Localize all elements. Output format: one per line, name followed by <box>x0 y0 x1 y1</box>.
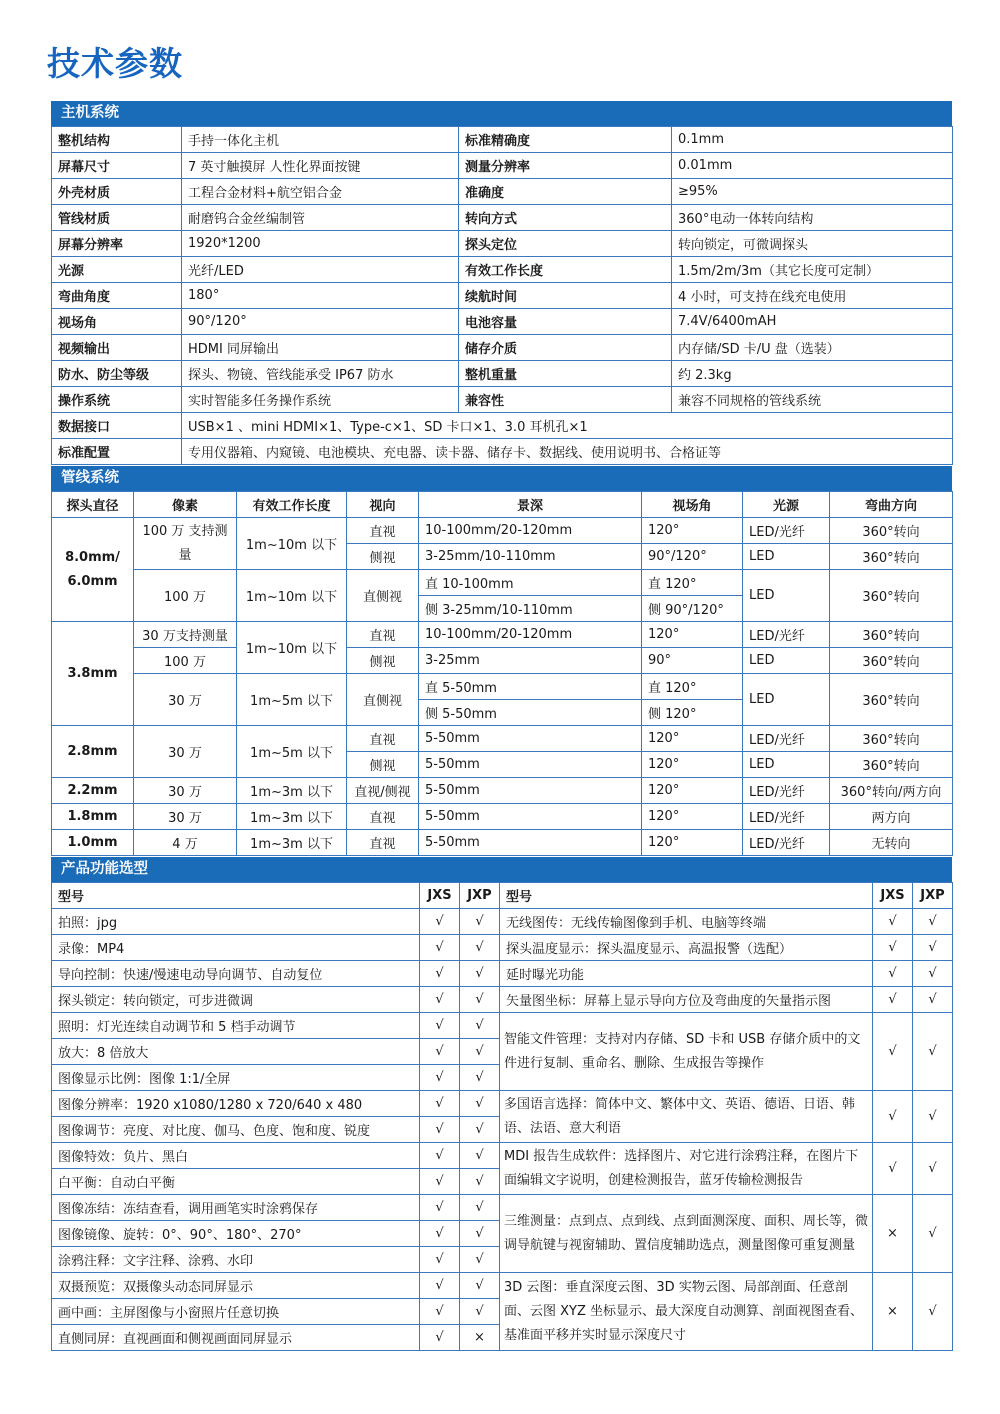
jxs-mark: √ <box>420 1065 460 1091</box>
dof-cell: 5-50mm <box>419 804 642 830</box>
jxs-mark: √ <box>420 961 460 987</box>
col-light: 光源 <box>743 492 830 518</box>
pixel-cell: 30 万 <box>134 674 237 726</box>
jxs-mark: √ <box>420 1013 460 1039</box>
param-label: 视场角 <box>52 309 182 335</box>
jxp-mark: √ <box>460 1065 500 1091</box>
dof-cell: 10-100mm/20-120mm <box>419 518 642 544</box>
feature-name: 图像镜像、旋转：0°、90°、180°、270° <box>52 1221 420 1247</box>
param-label: 屏幕尺寸 <box>52 153 182 179</box>
feature-name: 延时曝光功能 <box>500 961 873 987</box>
pixel-cell: 100 万 <box>134 648 237 674</box>
diameter-cell: 1.8mm <box>52 804 134 830</box>
param-label: 屏幕分辨率 <box>52 231 182 257</box>
feature-name: 白平衡：自动白平衡 <box>52 1169 420 1195</box>
data-interface-value: USB×1 、mini HDMI×1、Type-c×1、SD 卡口×1、3.0 耳机孔×1 <box>182 413 953 439</box>
dof-cell: 5-50mm <box>419 778 642 804</box>
jxs-mark: √ <box>420 1039 460 1065</box>
table-row <box>52 622 953 648</box>
param-label: 转向方式 <box>459 205 672 231</box>
col-fov: 视场角 <box>642 492 743 518</box>
feature-name: 图像分辨率：1920 x1080/1280 x 720/640 x 480 <box>52 1091 420 1117</box>
jxp-mark: √ <box>460 1169 500 1195</box>
table-row <box>52 726 953 752</box>
param-value: 光纤/LED <box>182 257 459 283</box>
col-model: 型号 <box>500 883 873 909</box>
page-title: 技术参数 <box>47 44 183 83</box>
param-value: 180° <box>182 283 459 309</box>
jxp-mark: √ <box>913 1195 953 1273</box>
jxs-mark: √ <box>873 987 913 1013</box>
col-jxs: JXS <box>420 883 460 909</box>
jxs-mark: √ <box>873 1013 913 1091</box>
jxp-mark: √ <box>913 1143 953 1195</box>
dof-cell: 3-25mm <box>419 648 642 674</box>
jxp-mark: √ <box>460 1143 500 1169</box>
light-cell: LED/光纤 <box>743 830 830 856</box>
jxs-mark: √ <box>873 909 913 935</box>
jxp-mark: √ <box>460 1221 500 1247</box>
feature-name: 图像冻结：冻结查看，调用画笔实时涂鸦保存 <box>52 1195 420 1221</box>
standard-config-label: 标准配置 <box>52 439 182 465</box>
table-row <box>52 961 953 987</box>
col-model: 型号 <box>52 883 420 909</box>
table-row <box>52 387 953 413</box>
light-cell: LED/光纤 <box>743 622 830 648</box>
pixel-cell: 30 万 <box>134 778 237 804</box>
jxs-mark: √ <box>420 909 460 935</box>
table-row <box>52 205 953 231</box>
jxs-mark: √ <box>420 1143 460 1169</box>
jxp-mark: √ <box>913 909 953 935</box>
jxs-mark: √ <box>420 1221 460 1247</box>
param-label: 储存介质 <box>459 335 672 361</box>
jxp-mark: √ <box>460 935 500 961</box>
length-cell: 1m~3m 以下 <box>237 804 347 830</box>
light-cell: LED <box>743 648 830 674</box>
param-value: ≥95% <box>672 179 953 205</box>
feature-name: 三维测量：点到点、点到线、点到面测深度、面积、周长等，微调导航键与视窗辅助、置信度辅助选点，测量图像可重复测量 <box>500 1195 873 1273</box>
jxs-mark: √ <box>420 1117 460 1143</box>
diameter-cell: 1.0mm <box>52 830 134 856</box>
feature-name: 智能文件管理：支持对内存储、SD 卡和 USB 存储介质中的文件进行复制、重命名、删除、生成报告等操作 <box>500 1013 873 1091</box>
col-diameter: 探头直径 <box>52 492 134 518</box>
dof-cell: 10-100mm/20-120mm <box>419 622 642 648</box>
view-cell: 直视 <box>347 518 419 544</box>
fov-cell: 直 120° <box>642 570 743 596</box>
functions-heading: 产品功能选型 <box>51 857 952 882</box>
param-value: 探头、物镜、管线能承受 IP67 防水 <box>182 361 459 387</box>
feature-name: 放大：8 倍放大 <box>52 1039 420 1065</box>
param-label: 有效工作长度 <box>459 257 672 283</box>
table-row <box>52 335 953 361</box>
jxp-mark: √ <box>460 1117 500 1143</box>
table-row <box>52 674 953 700</box>
param-label: 整机结构 <box>52 127 182 153</box>
feature-name: 涂鸦注释：文字注释、涂鸦、水印 <box>52 1247 420 1273</box>
fov-cell: 90°/120° <box>642 544 743 570</box>
param-value: HDMI 同屏输出 <box>182 335 459 361</box>
param-label: 续航时间 <box>459 283 672 309</box>
table-row <box>52 361 953 387</box>
feature-name: 无线图传：无线传输图像到手机、电脑等终端 <box>500 909 873 935</box>
fov-cell: 侧 90°/120° <box>642 596 743 622</box>
param-value: 1.5m/2m/3m（其它长度可定制） <box>672 257 953 283</box>
feature-name: 拍照：jpg <box>52 909 420 935</box>
jxp-mark: √ <box>460 961 500 987</box>
light-cell: LED <box>743 674 830 726</box>
dof-cell: 直 5-50mm <box>419 674 642 700</box>
param-label: 电池容量 <box>459 309 672 335</box>
jxs-mark: √ <box>873 961 913 987</box>
table-row <box>52 1273 953 1299</box>
fov-cell: 120° <box>642 830 743 856</box>
diameter-cell: 3.8mm <box>52 622 134 726</box>
dof-cell: 5-50mm <box>419 830 642 856</box>
feature-name: 图像特效：负片、黑白 <box>52 1143 420 1169</box>
table-row <box>52 518 953 544</box>
view-cell: 直视 <box>347 804 419 830</box>
fov-cell: 120° <box>642 518 743 544</box>
pixel-cell: 100 万 <box>134 570 237 622</box>
feature-name: 画中画：主屏图像与小窗照片任意切换 <box>52 1299 420 1325</box>
fov-cell: 120° <box>642 726 743 752</box>
param-value: 转向锁定，可微调探头 <box>672 231 953 257</box>
param-value: 约 2.3kg <box>672 361 953 387</box>
jxs-mark: √ <box>420 1325 460 1351</box>
param-value: 实时智能多任务操作系统 <box>182 387 459 413</box>
feature-name: 图像调节：亮度、对比度、伽马、色度、饱和度、锐度 <box>52 1117 420 1143</box>
dof-cell: 3-25mm/10-110mm <box>419 544 642 570</box>
table-row <box>52 804 953 830</box>
table-row <box>52 439 953 465</box>
diameter-cell: 2.8mm <box>52 726 134 778</box>
feature-name: 探头锁定：转向锁定，可步进微调 <box>52 987 420 1013</box>
bend-cell: 360°转向 <box>830 648 953 674</box>
diameter-cell: 2.2mm <box>52 778 134 804</box>
fov-cell: 120° <box>642 804 743 830</box>
length-cell: 1m~5m 以下 <box>237 674 347 726</box>
col-jxs: JXS <box>873 883 913 909</box>
view-cell: 侧视 <box>347 648 419 674</box>
table-row <box>52 283 953 309</box>
bend-cell: 360°转向 <box>830 544 953 570</box>
data-interface-label: 数据接口 <box>52 413 182 439</box>
jxs-mark: √ <box>420 1091 460 1117</box>
light-cell: LED <box>743 570 830 622</box>
dof-cell: 5-50mm <box>419 752 642 778</box>
col-length: 有效工作长度 <box>237 492 347 518</box>
param-value: 4 小时，可支持在线充电使用 <box>672 283 953 309</box>
dof-cell: 侧 5-50mm <box>419 700 642 726</box>
pixel-cell: 100 万 支持测量 <box>134 518 237 570</box>
view-cell: 侧视 <box>347 752 419 778</box>
param-label: 管线材质 <box>52 205 182 231</box>
param-value: 7.4V/6400mAH <box>672 309 953 335</box>
param-label: 弯曲角度 <box>52 283 182 309</box>
bend-cell: 两方向 <box>830 804 953 830</box>
param-value: 耐磨钨合金丝编制管 <box>182 205 459 231</box>
feature-name: 矢量图坐标：屏幕上显示导向方位及弯曲度的矢量指示图 <box>500 987 873 1013</box>
bend-cell: 360°转向 <box>830 518 953 544</box>
col-view: 视向 <box>347 492 419 518</box>
jxs-mark: √ <box>420 1195 460 1221</box>
param-label: 准确度 <box>459 179 672 205</box>
param-value: 0.01mm <box>672 153 953 179</box>
fov-cell: 120° <box>642 778 743 804</box>
view-cell: 直视/侧视 <box>347 778 419 804</box>
param-label: 视频输出 <box>52 335 182 361</box>
table-row <box>52 179 953 205</box>
fov-cell: 90° <box>642 648 743 674</box>
param-label: 光源 <box>52 257 182 283</box>
table-row <box>52 570 953 596</box>
view-cell: 直视 <box>347 830 419 856</box>
param-label: 兼容性 <box>459 387 672 413</box>
standard-config-value: 专用仪器箱、内窥镜、电池模块、充电器、读卡器、储存卡、数据线、使用说明书、合格证等 <box>182 439 953 465</box>
length-cell: 1m~10m 以下 <box>237 622 347 674</box>
jxs-mark: × <box>873 1195 913 1273</box>
jxp-mark: √ <box>460 987 500 1013</box>
jxp-mark: √ <box>460 909 500 935</box>
jxp-mark: √ <box>460 1247 500 1273</box>
col-jxp: JXP <box>460 883 500 909</box>
jxp-mark: √ <box>460 1091 500 1117</box>
length-cell: 1m~10m 以下 <box>237 518 347 570</box>
fov-cell: 直 120° <box>642 674 743 700</box>
param-label: 标准精确度 <box>459 127 672 153</box>
host-system-table <box>51 126 953 465</box>
length-cell: 1m~10m 以下 <box>237 570 347 622</box>
param-value: 90°/120° <box>182 309 459 335</box>
pixel-cell: 30 万支持测量 <box>134 622 237 648</box>
feature-name: 探头温度显示：探头温度显示、高温报警（选配） <box>500 935 873 961</box>
feature-name: MDI 报告生成软件：选择图片、对它进行涂鸦注释，在图片下面编辑文字说明，创建检测报告，蓝牙传输检测报告 <box>500 1143 873 1195</box>
param-label: 防水、防尘等级 <box>52 361 182 387</box>
jxs-mark: √ <box>420 987 460 1013</box>
table-row <box>52 648 953 674</box>
length-cell: 1m~3m 以下 <box>237 830 347 856</box>
feature-name: 录像：MP4 <box>52 935 420 961</box>
pixel-cell: 4 万 <box>134 830 237 856</box>
feature-name: 双摄预览：双摄像头动态同屏显示 <box>52 1273 420 1299</box>
table-row <box>52 309 953 335</box>
bend-cell: 360°转向 <box>830 752 953 778</box>
light-cell: LED/光纤 <box>743 518 830 544</box>
functions-section <box>51 857 952 1351</box>
jxp-mark: √ <box>913 935 953 961</box>
param-value: 工程合金材料+航空铝合金 <box>182 179 459 205</box>
pipe-system-table <box>51 491 953 856</box>
jxs-mark: √ <box>420 935 460 961</box>
param-value: 0.1mm <box>672 127 953 153</box>
table-row <box>52 1091 953 1117</box>
param-value: 手持一体化主机 <box>182 127 459 153</box>
jxp-mark: √ <box>913 1091 953 1143</box>
jxp-mark: √ <box>460 1039 500 1065</box>
feature-name: 照明：灯光连续自动调节和 5 档手动调节 <box>52 1013 420 1039</box>
table-row <box>52 935 953 961</box>
jxs-mark: √ <box>420 1169 460 1195</box>
pipe-header-row <box>52 492 953 518</box>
jxs-mark: √ <box>420 1273 460 1299</box>
view-cell: 直侧视 <box>347 570 419 622</box>
light-cell: LED/光纤 <box>743 726 830 752</box>
param-value: 内存储/SD 卡/U 盘（选装） <box>672 335 953 361</box>
jxp-mark: √ <box>460 1299 500 1325</box>
pipe-system-heading: 管线系统 <box>51 466 952 491</box>
jxp-mark: √ <box>913 1013 953 1091</box>
jxp-mark: √ <box>460 1195 500 1221</box>
table-row <box>52 830 953 856</box>
jxp-mark: √ <box>913 987 953 1013</box>
view-cell: 直侧视 <box>347 674 419 726</box>
fov-cell: 120° <box>642 752 743 778</box>
view-cell: 直视 <box>347 726 419 752</box>
functions-header-row <box>52 883 953 909</box>
host-system-heading: 主机系统 <box>51 101 952 126</box>
jxs-mark: √ <box>420 1299 460 1325</box>
light-cell: LED/光纤 <box>743 778 830 804</box>
fov-cell: 120° <box>642 622 743 648</box>
param-value: 360°电动一体转向结构 <box>672 205 953 231</box>
param-label: 操作系统 <box>52 387 182 413</box>
table-row <box>52 987 953 1013</box>
light-cell: LED <box>743 544 830 570</box>
bend-cell: 360°转向 <box>830 622 953 648</box>
light-cell: LED/光纤 <box>743 804 830 830</box>
table-row <box>52 1195 953 1221</box>
bend-cell: 360°转向 <box>830 726 953 752</box>
jxp-mark: √ <box>913 1273 953 1351</box>
feature-name: 直侧同屏：直视画面和侧视画面同屏显示 <box>52 1325 420 1351</box>
feature-name: 导向控制：快速/慢速电动导向调节、自动复位 <box>52 961 420 987</box>
param-value: 7 英寸触摸屏 人性化界面按键 <box>182 153 459 179</box>
bend-cell: 360°转向/两方向 <box>830 778 953 804</box>
functions-table <box>51 882 953 1351</box>
param-label: 整机重量 <box>459 361 672 387</box>
pipe-system-section <box>51 466 952 856</box>
jxp-mark: √ <box>460 1273 500 1299</box>
table-row <box>52 257 953 283</box>
pixel-cell: 30 万 <box>134 726 237 778</box>
jxs-mark: √ <box>873 1143 913 1195</box>
param-value: 兼容不同规格的管线系统 <box>672 387 953 413</box>
feature-name: 多国语言选择：简体中文、繁体中文、英语、德语、日语、韩语、法语、意大利语 <box>500 1091 873 1143</box>
table-row <box>52 1013 953 1039</box>
bend-cell: 360°转向 <box>830 570 953 622</box>
col-pixel: 像素 <box>134 492 237 518</box>
param-label: 探头定位 <box>459 231 672 257</box>
dof-cell: 5-50mm <box>419 726 642 752</box>
length-cell: 1m~3m 以下 <box>237 778 347 804</box>
feature-name: 图像显示比例：图像 1:1/全屏 <box>52 1065 420 1091</box>
table-row <box>52 127 953 153</box>
jxs-mark: √ <box>420 1247 460 1273</box>
fov-cell: 侧 120° <box>642 700 743 726</box>
col-bend: 弯曲方向 <box>830 492 953 518</box>
table-row <box>52 909 953 935</box>
col-dof: 景深 <box>419 492 642 518</box>
light-cell: LED <box>743 752 830 778</box>
jxs-mark: × <box>873 1273 913 1351</box>
feature-name: 3D 云图：垂直深度云图、3D 实物云图、局部剖面、任意剖面、云图 XYZ 坐标显示、最大深度自动测算、剖面视图查看、基准面平移并实时显示深度尺寸 <box>500 1273 873 1351</box>
dof-cell: 侧 3-25mm/10-110mm <box>419 596 642 622</box>
jxp-mark: √ <box>913 961 953 987</box>
table-row <box>52 231 953 257</box>
param-label: 外壳材质 <box>52 179 182 205</box>
diameter-cell: 8.0mm/ 6.0mm <box>52 518 134 622</box>
jxs-mark: √ <box>873 1091 913 1143</box>
bend-cell: 360°转向 <box>830 674 953 726</box>
bend-cell: 无转向 <box>830 830 953 856</box>
param-label: 测量分辨率 <box>459 153 672 179</box>
param-value: 1920*1200 <box>182 231 459 257</box>
col-jxp: JXP <box>913 883 953 909</box>
table-row <box>52 778 953 804</box>
view-cell: 直视 <box>347 622 419 648</box>
table-row <box>52 413 953 439</box>
table-row <box>52 1143 953 1169</box>
table-row <box>52 153 953 179</box>
view-cell: 侧视 <box>347 544 419 570</box>
jxp-mark: √ <box>460 1013 500 1039</box>
jxp-mark: × <box>460 1325 500 1351</box>
pixel-cell: 30 万 <box>134 804 237 830</box>
dof-cell: 直 10-100mm <box>419 570 642 596</box>
host-system-section <box>51 101 952 465</box>
length-cell: 1m~5m 以下 <box>237 726 347 778</box>
jxs-mark: √ <box>873 935 913 961</box>
